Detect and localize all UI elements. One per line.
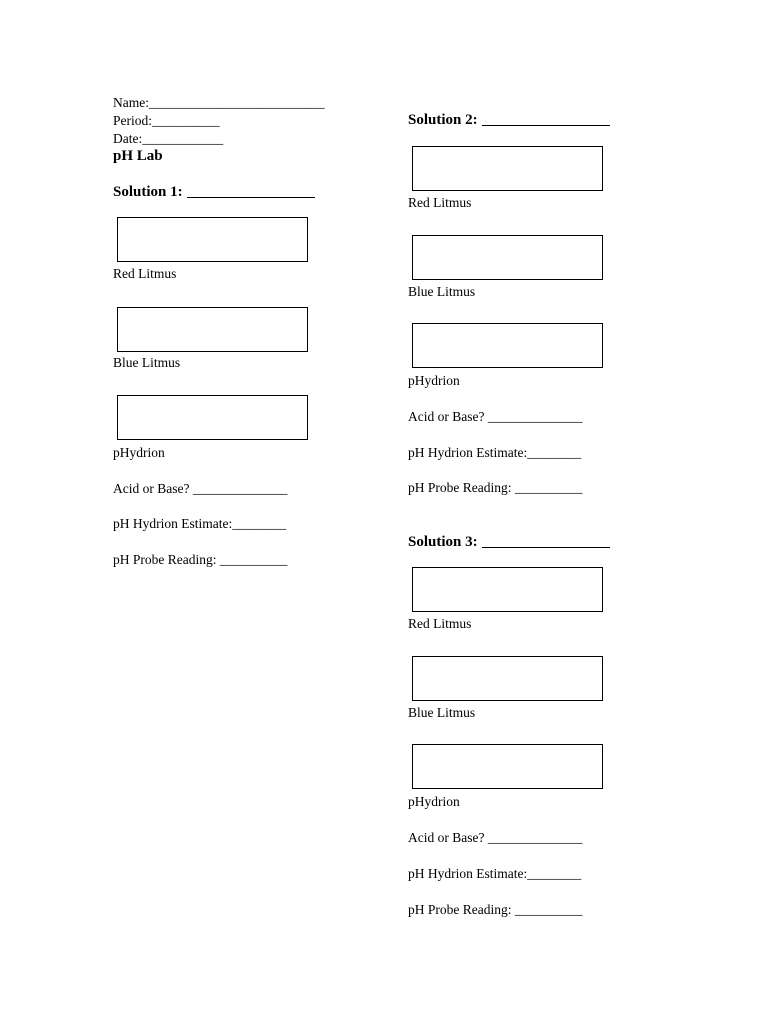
- solution-3-heading: [408, 533, 610, 551]
- solution-1-probe-reading: pH Probe Reading: __________: [113, 552, 288, 567]
- solution-1-red-litmus-box: [117, 217, 308, 262]
- solution-2-probe-reading: pH Probe Reading: __________: [408, 480, 583, 495]
- solution-1-blue-litmus-label: Blue Litmus: [113, 355, 181, 370]
- solution-1-phydrion-label: pHydrion: [113, 445, 165, 460]
- solution-3-red-litmus-label: Red Litmus: [408, 616, 472, 631]
- solution-3-blue-litmus-box: [412, 656, 603, 701]
- solution-1-acid-or-base: Acid or Base? ______________: [113, 481, 288, 496]
- solution-1-red-litmus-label: Red Litmus: [113, 266, 177, 281]
- solution-1-hydrion-estimate: pH Hydrion Estimate:________: [113, 516, 287, 531]
- period-field-label: Period:__________: [113, 113, 220, 128]
- solution-2-acid-or-base: Acid or Base? ______________: [408, 409, 583, 424]
- solution-3-heading-text: Solution 3:: [408, 534, 478, 550]
- solution-1-blue-litmus-box: [117, 307, 308, 352]
- solution-3-phydrion-box: [412, 744, 603, 789]
- solution-2-blue-litmus-label: Blue Litmus: [408, 284, 476, 299]
- solution-3-heading-blank: [482, 546, 610, 548]
- solution-3-acid-or-base: Acid or Base? ______________: [408, 830, 583, 845]
- solution-3-red-litmus-box: [412, 567, 603, 612]
- solution-1-heading: [113, 183, 315, 201]
- name-field-label: Name:__________________________: [113, 95, 325, 110]
- solution-2-heading-blank: [482, 124, 610, 126]
- solution-1-heading-text: Solution 1:: [113, 184, 183, 200]
- solution-2-heading: [408, 111, 610, 129]
- solution-2-phydrion-box: [412, 323, 603, 368]
- solution-2-red-litmus-box: [412, 146, 603, 191]
- solution-2-hydrion-estimate: pH Hydrion Estimate:________: [408, 445, 582, 460]
- date-field-label: Date:____________: [113, 131, 224, 146]
- solution-3-phydrion-label: pHydrion: [408, 794, 460, 809]
- solution-3-blue-litmus-label: Blue Litmus: [408, 705, 476, 720]
- solution-3-hydrion-estimate: pH Hydrion Estimate:________: [408, 866, 582, 881]
- solution-2-blue-litmus-box: [412, 235, 603, 280]
- solution-2-phydrion-label: pHydrion: [408, 373, 460, 388]
- page-title: pH Lab: [113, 148, 163, 164]
- solution-3-probe-reading: pH Probe Reading: __________: [408, 902, 583, 917]
- solution-1-phydrion-box: [117, 395, 308, 440]
- solution-1-heading-blank: [187, 196, 315, 198]
- solution-2-red-litmus-label: Red Litmus: [408, 195, 472, 210]
- solution-2-heading-text: Solution 2:: [408, 112, 478, 128]
